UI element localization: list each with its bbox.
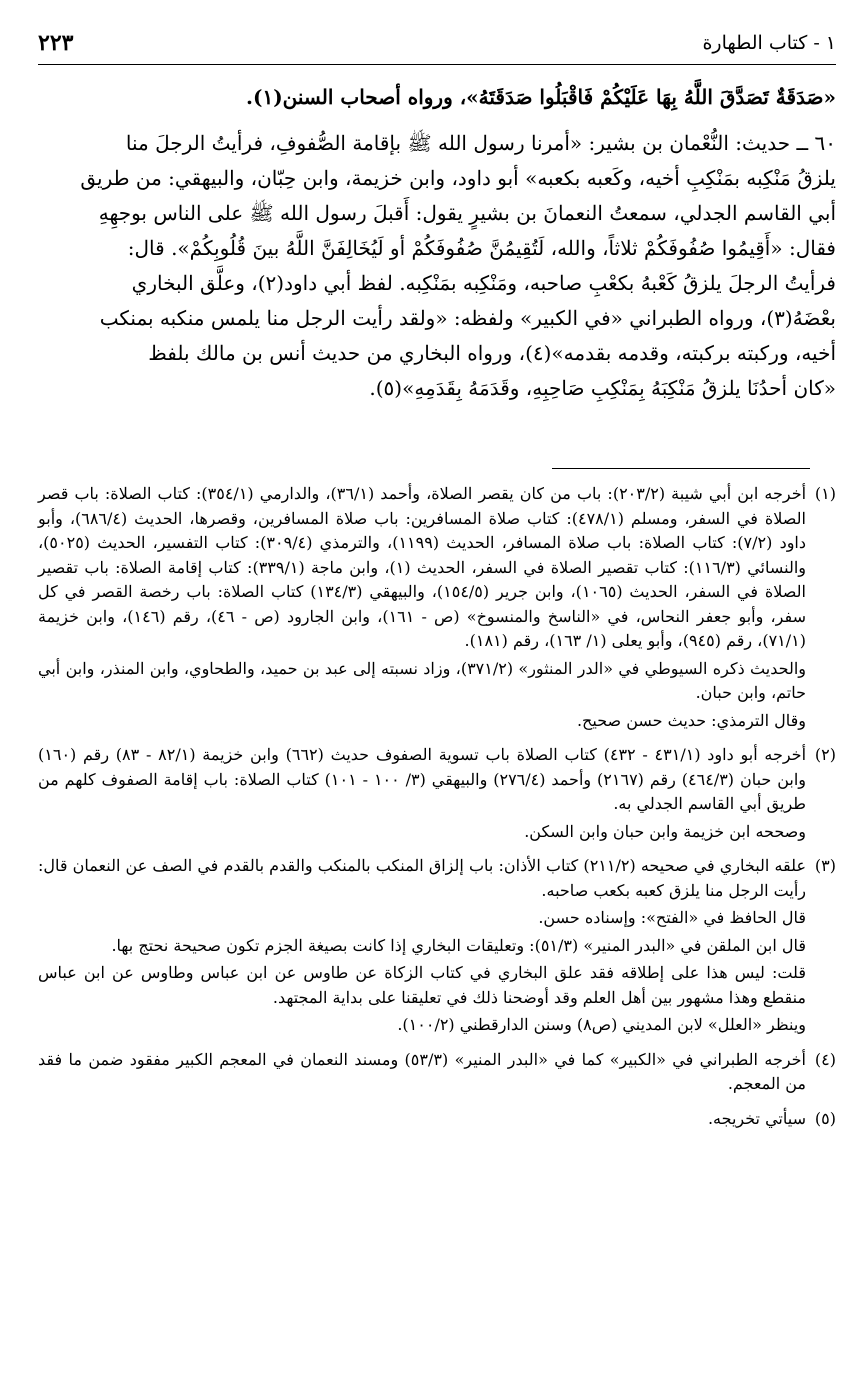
footnote-number: (٢) bbox=[814, 745, 836, 764]
hadith-60-paragraph bbox=[38, 126, 836, 406]
footnote-number: (٥) bbox=[814, 1108, 836, 1128]
page-number: ٢٢٣ bbox=[38, 30, 74, 56]
footnote-number: (٤) bbox=[814, 1049, 836, 1069]
footnote-separator bbox=[552, 468, 810, 469]
footnote-text: قال ابن الملقن في «البدر المنير» (٥١/٣): وتعليقات البخاري إذا كانت بصيغة الجزم تكون صحيحة نحتج بها. bbox=[111, 935, 806, 955]
footnote-4 bbox=[38, 1048, 836, 1100]
header-rule bbox=[38, 64, 836, 65]
hadith-60-line-3: أبي القاسم الجدلي، سمعتُ النعمانَ بن بشيرٍ يقول: أَقبلَ رسول الله ﷺ على الناس بوجهِهِ bbox=[98, 201, 836, 225]
main-text bbox=[38, 80, 836, 406]
hadith-60-line-6: بعْضَهُ(٣)، ورواه الطبراني «في الكبير» ولفظه: «ولقد رأيت الرجل منا يلمس منكبه بمنكب bbox=[99, 306, 836, 330]
footnote-text: وينظر «العلل» لابن المديني (ص٨) وسنن الدارقطني (١٠٠/٢). bbox=[397, 1015, 806, 1034]
footnotes bbox=[38, 482, 836, 1141]
hadith-60-line-7: أخيه، وركبته بركبته، وقدمه بقدمه»(٤)، ورواه البخاري من حديث أنس بن مالك بلفظ bbox=[148, 341, 836, 365]
footnote-text: أخرجه الطبراني في «الكبير» كما في «البدر المنير» (٥٣/٣) ومسند النعمان في المعجم الكبير مفقود ضمن ما فقد من المعجم. bbox=[38, 1049, 807, 1093]
footnote-2 bbox=[38, 743, 836, 847]
chapter-title: ١ - كتاب الطهارة bbox=[702, 32, 836, 54]
hadith-60-line-5: فرأيتُ الرجلَ يلزقُ كَعْبهُ بكعْبِ صاحبه، ومَنْكِبه بمَنْكِبه. لفظ أبي داود(٢)، وعلَّق البخاري bbox=[131, 271, 836, 295]
hadith-60-line-4: فقال: «أَقِيمُوا صُفُوفَكُمْ ثلاثاً، والله، لَتُقِيمُنَّ صُفُوفَكُمْ أو لَيُخَالِفَنَّ اللَّهُ بينَ قُلُوبِكُمْ». قال: bbox=[127, 236, 836, 260]
footnote-number: (٣) bbox=[814, 856, 836, 875]
hadith-60-line-1: ٦٠ ــ حديث: النُّعْمان بن بشير: «أمرنا رسول الله ﷺ بإقامة الصُّفوفِ، فرأيتُ الرجلَ منا bbox=[125, 131, 836, 155]
footnote-text: سيأتي تخريجه. bbox=[707, 1108, 806, 1128]
hadith-60-line-8: «كان أحدُنَا يلزقُ مَنْكِبَهُ بِمَنْكِبِ صَاحِبِهِ، وقَدَمَهُ بِقَدَمِهِ»(٥). bbox=[369, 376, 836, 400]
footnote-1 bbox=[38, 482, 836, 736]
footnote-text: وقال الترمذي: حديث حسن صحيح. bbox=[576, 710, 806, 730]
footnote-text: قال الحافظ في «الفتح»: وإسناده حسن. bbox=[538, 908, 806, 927]
footnote-text: وصححه ابن خزيمة وابن حبان وابن السكن. bbox=[524, 821, 806, 841]
footnote-3 bbox=[38, 854, 836, 1041]
footnote-text: أخرجه ابن أبي شيبة (٢٠٣/٢): باب من كان يقصر الصلاة، وأحمد (٣٦/١)، والدارمي (٣٥٤/١): كتاب الصلاة: باب قصر الصلاة في السفر، ومسلم (٤٧٨/١): كتاب صلاة المسافرين: باب صلاة المسافرين، وقصرها، الحديث (٦٨٦/٤)، وأبو داود (٧/٢): كتاب الصلاة: باب صلاة المسافر، الحديث (١١٩٩)، والترمذي (٣٠٩/٤): كتاب التفسير، الحديث (٥٠٢٥)، والنسائي (١١٦/٣): كتاب تقصير الصلاة في السفر، الحديث (١)، وابن ماجة (٣٣٩/١): كتاب إقامة الصلاة: باب تقصير الصلاة في السفر، الحديث (١٠٦٥)، وابن جرير (١٥٤/٥)، والبيهقي (١٣٤/٣) كتاب الصلاة: باب رخصة القصر في كل سفر، وأبو جعفر النحاس، في «الناسخ والمنسوخ» (ص - ١٦١)، وابن الجارود (ص - ٤٦)، رقم (١٤٦)، وابن خزيمة (٧١/١)، رقم (٩٤٥)، وأبو يعلى (١/ ١٦٣)، رقم (١٨١). bbox=[38, 484, 807, 650]
footnote-text: قلت: ليس هذا على إطلاقه فقد علق البخاري في كتاب الزكاة عن طاوس عن ابن عباس وطاوس عن ابن عباس منقطع وهذا مشهور بين أهل العلم وقد أوضحنا ذلك في تعليقنا على بداية المجتهد. bbox=[38, 963, 807, 1007]
footnote-text: علقه البخاري في صحيحه (٢١١/٢) كتاب الأذان: باب إلزاق المنكب بالمنكب والقدم بالقدم في الصف عن النعمان قال: رأيت الرجل منا يلزق كعبه بكعب صاحبه. bbox=[38, 856, 806, 900]
footnote-text: والحديث ذكره السيوطي في «الدر المنثور» (٣٧١/٢)، وزاد نسبته إلى عبد بن حميد، والطحاوي، وابن المنذر، وابن أبي حاتم، وابن حبان. bbox=[38, 658, 806, 702]
hadith-60-line-2: يلزقُ مَنْكِبه بمَنْكِبِ أخيه، وكَعبه بكعبه» أبو داود، وابن خزيمة، وابن حِبّان، والبيهقي: من طريق bbox=[80, 166, 836, 190]
footnote-5 bbox=[38, 1107, 836, 1135]
hadith-quote-line: «صَدَقَةٌ تَصَدَّقَ اللَّهُ بِهَا عَلَيْكُمْ فَاقْبَلُوا صَدَقَتَهُ»، ورواه أصحاب السنن(١). bbox=[246, 85, 836, 109]
footnote-text: أخرجه أبو داود (٤٣١/١ - ٤٣٢) كتاب الصلاة باب تسوية الصفوف حديث (٦٦٢) وابن خزيمة (٨٢/١ - ٨٣) رقم (١٦٠) وابن حبان (٤٦٤/٣) رقم (٢١٦٧) وأحمد (٢٧٦/٤) والبيهقي (٣/ ١٠٠ - ١٠١) كتاب الصلاة: باب إقامة الصفوف كلهم من طريق أبي القاسم الجدلي به. bbox=[38, 745, 807, 813]
footnote-number: (١) bbox=[814, 484, 836, 503]
page-header bbox=[38, 30, 836, 64]
